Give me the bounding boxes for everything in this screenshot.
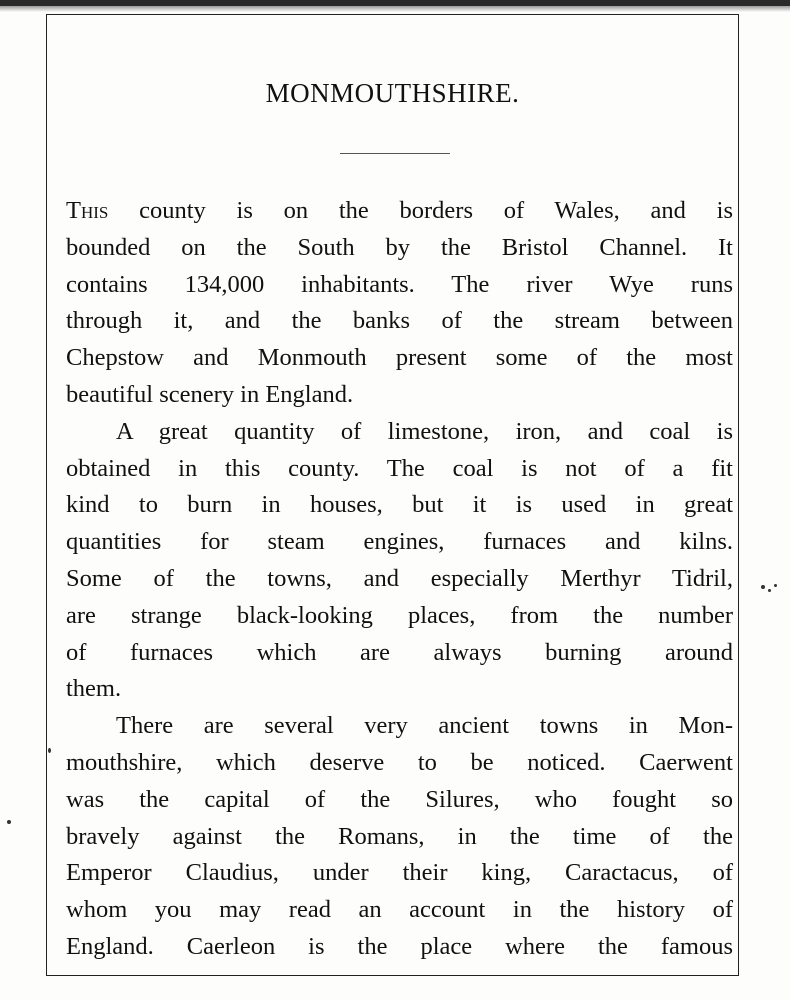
text-line: Chepstow and Monmouth present some of the most [66, 344, 733, 372]
text-line: England. Caerleon is the place where the famous [66, 932, 733, 960]
paper-speck [7, 820, 11, 824]
text-line: mouthshire, which deserve to be noticed. Caerwent [66, 748, 733, 776]
text-line: bravely against the Romans, in the time of the [66, 822, 733, 850]
body-text [66, 193, 733, 966]
text-line: There are several very ancient towns in Mon- [116, 712, 733, 740]
paper-speck [768, 589, 771, 592]
text-line: kind to burn in houses, but it is used in great [66, 491, 733, 519]
paper-speck [48, 748, 51, 753]
page-top-shadow [0, 6, 790, 12]
paragraph-1 [66, 193, 733, 414]
text-line: beautiful scenery in England. [66, 380, 354, 408]
paragraph-3 [66, 708, 733, 966]
text-line: was the capital of the Silures, who fought so [66, 785, 733, 813]
line-text: county is on the borders of Wales, and is [108, 197, 733, 224]
text-line: bounded on the South by the Bristol Channel. It [66, 233, 733, 261]
text-line: contains 134,000 inhabitants. The river Wye runs [66, 270, 733, 298]
text-line: them. [66, 675, 122, 703]
lead-word: This [66, 197, 109, 224]
text-line: whom you may read an account in the history of [66, 896, 733, 924]
text-line: are strange black-looking places, from the number [66, 601, 733, 629]
text-line: Some of the towns, and especially Merthyr Tidril, [66, 564, 733, 592]
paragraph-2 [66, 414, 733, 708]
text-line: through it, and the banks of the stream between [66, 307, 733, 335]
paper-speck [774, 584, 777, 587]
title-divider [340, 153, 450, 154]
paper-speck [761, 585, 765, 589]
text-line: obtained in this county. The coal is not of a fit [66, 454, 733, 482]
text-line [66, 193, 733, 230]
text-line: Emperor Claudius, under their king, Caractacus, of [66, 859, 733, 887]
page-title: MONMOUTHSHIRE. [265, 78, 520, 108]
text-line: of furnaces which are always burning around [66, 638, 733, 666]
text-line: A great quantity of limestone, iron, and coal is [116, 417, 733, 445]
text-line: quantities for steam engines, furnaces and kilns. [66, 528, 733, 556]
